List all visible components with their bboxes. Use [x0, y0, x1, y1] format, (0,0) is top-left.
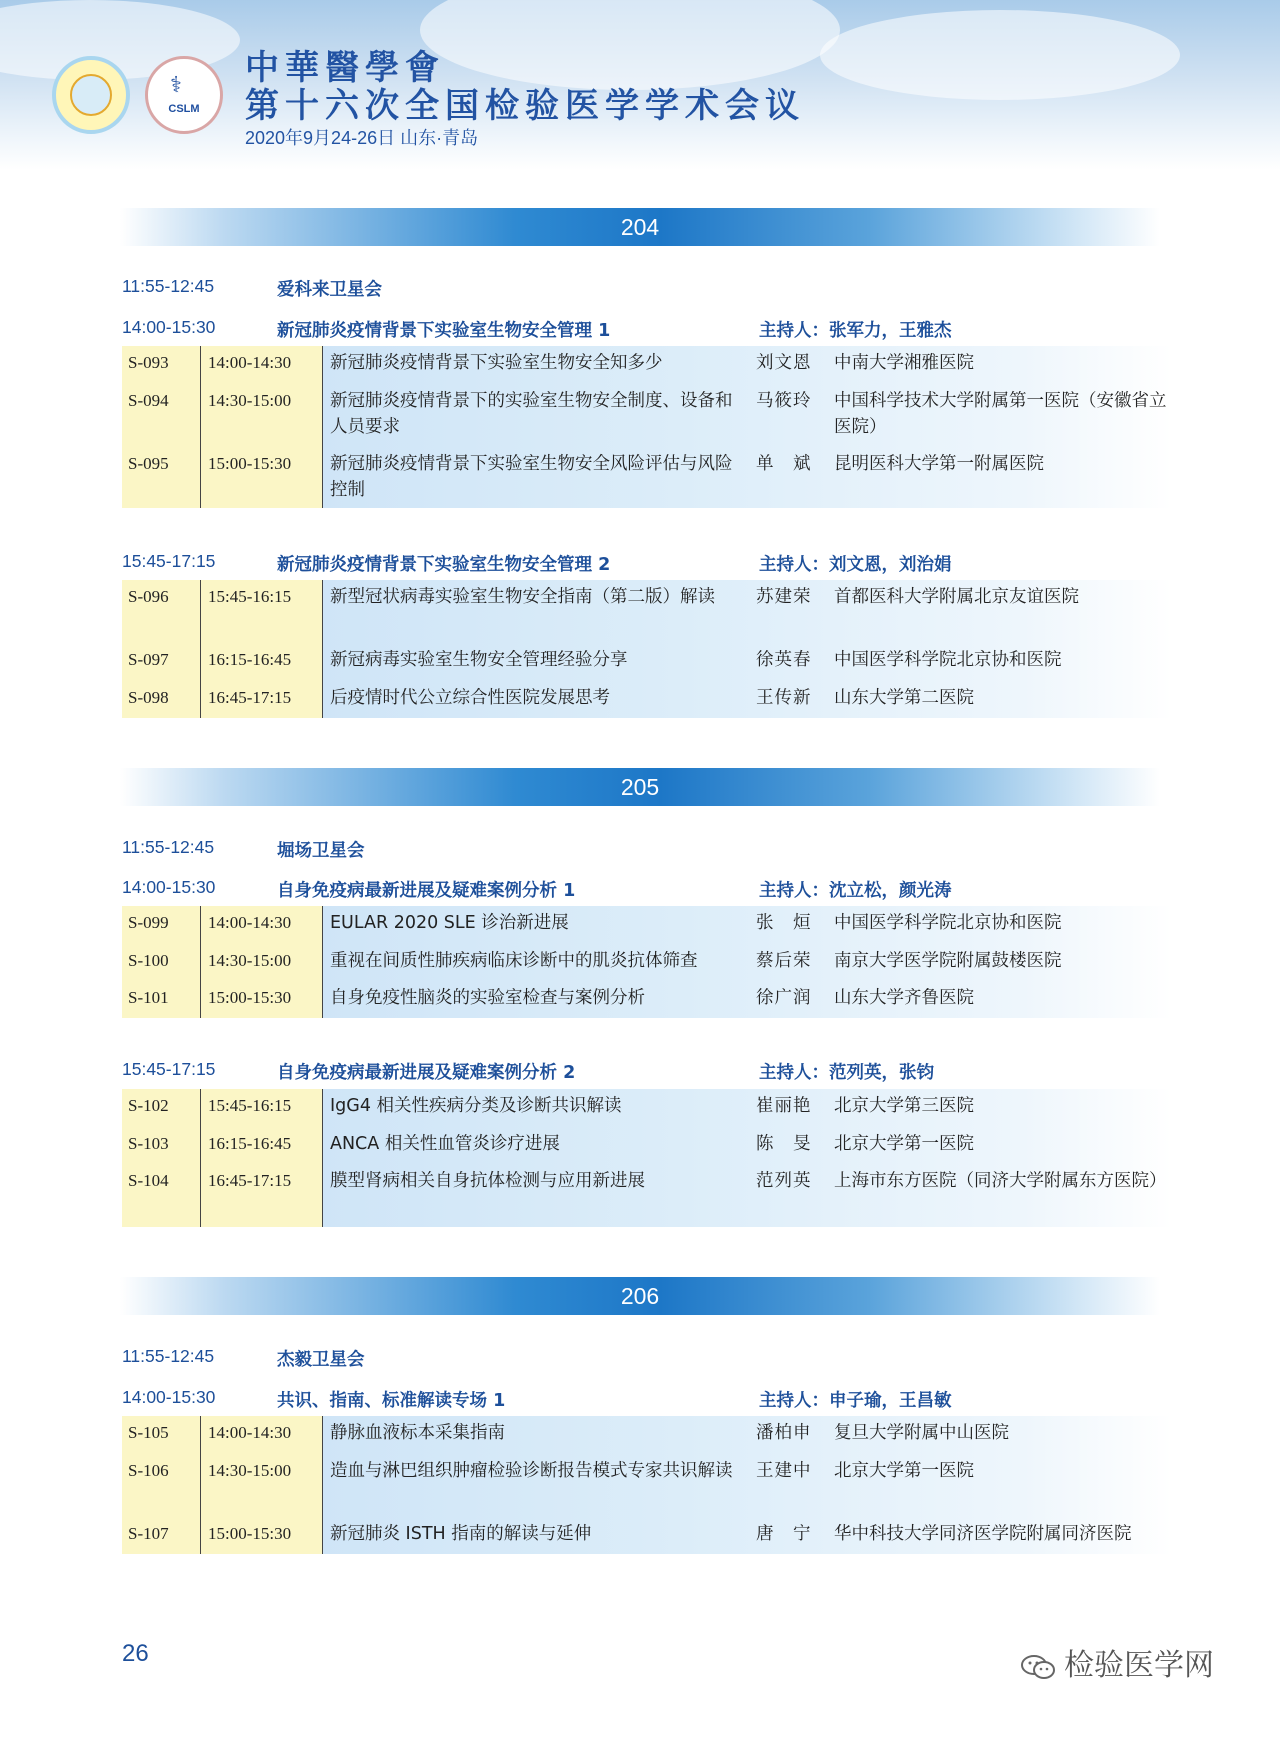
session-header: 15:45-17:15 新冠肺炎疫情背景下实验室生物安全管理 2 主持人：刘文恩，刘治娟: [122, 551, 952, 575]
satellite-row: 11:55-12:45 堀场卫星会: [122, 837, 365, 861]
cslm-logo: ⚕ CSLM: [145, 56, 223, 134]
talk-table: S-096 15:45-16:15 新型冠状病毒实验室生物安全指南（第二版）解读 苏建荣 首都医科大学附属北京友谊医院 S-097 16:15-16:45 新冠病毒实验室生物安全管理经验分享 徐英春 中国医学科学院北京协和医院 S-098 16:45-17:15 后疫情时代公立综合性医院发展思考 王传新 山东大学第二医院: [122, 580, 1172, 718]
cloud-decoration: [820, 10, 1180, 100]
talk-table: S-102 15:45-16:15 IgG4 相关性疾病分类及诊断共识解读 崔丽艳 北京大学第三医院 S-103 16:15-16:45 ANCA 相关性血管炎诊疗进展 陈 旻 北京大学第一医院 S-104 16:45-17:15 膜型肾病相关自身抗体检测与应用新进展 范列英 上海市东方医院（同济大学附属东方医院）: [122, 1089, 1172, 1227]
room-header-204: 204: [120, 208, 1160, 246]
room-header-205: 205: [120, 768, 1160, 806]
cloud-decoration: [420, 0, 840, 90]
conference-title: 第十六次全国检验医学学术会议: [245, 86, 805, 126]
session-header: 14:00-15:30 新冠肺炎疫情背景下实验室生物安全管理 1 主持人：张军力，王雅杰: [122, 317, 952, 341]
satellite-row: 11:55-12:45 爱科来卫星会: [122, 276, 382, 300]
talk-table: S-093 14:00-14:30 新冠肺炎疫情背景下实验室生物安全知多少 刘文恩 中南大学湘雅医院 S-094 14:30-15:00 新冠肺炎疫情背景下的实验室生物安全制度、设备和人员要求 马筱玲 中国科学技术大学附属第一医院（安徽省立医院） S-095 15:00-15:30 新冠肺炎疫情背景下实验室生物安全风险评估与风险控制 单 斌 昆明医科大学第一附属医院: [122, 346, 1172, 508]
room-header-206: 206: [120, 1277, 1160, 1315]
conference-date-place: 2020年9月24-26日 山东·青岛: [245, 128, 479, 148]
session-header: 14:00-15:30 自身免疫病最新进展及疑难案例分析 1 主持人：沈立松，颜光涛: [122, 877, 952, 901]
talk-table: S-099 14:00-14:30 EULAR 2020 SLE 诊治新进展 张 烜 中国医学科学院北京协和医院 S-100 14:30-15:00 重视在间质性肺疾病临床诊断中的肌炎抗体筛查 蔡后荣 南京大学医学院附属鼓楼医院 S-101 15:00-15:30 自身免疫性脑炎的实验室检查与案例分析 徐广润 山东大学齐鲁医院: [122, 906, 1172, 1018]
society-name: 中華醫學會: [245, 48, 445, 88]
satellite-row: 11:55-12:45 杰毅卫星会: [122, 1346, 365, 1370]
watermark-text: 检验医学网: [1064, 1648, 1214, 1683]
session-header: 14:00-15:30 共识、指南、标准解读专场 1 主持人：申子瑜，王昌敏: [122, 1387, 952, 1411]
caduceus-icon: ⚕: [170, 73, 182, 98]
talk-table: S-105 14:00-14:30 静脉血液标本采集指南 潘柏申 复旦大学附属中山医院 S-106 14:30-15:00 造血与淋巴组织肿瘤检验诊断报告模式专家共识解读 王建中 北京大学第一医院 S-107 15:00-15:30 新冠肺炎 ISTH 指南的解读与延伸 唐 宁 华中科技大学同济医学院附属同济医院: [122, 1416, 1172, 1554]
cma-logo: [52, 56, 130, 134]
page-header: [0, 0, 1280, 170]
page-number: 26: [122, 1640, 149, 1667]
wechat-icon: [1020, 1653, 1056, 1681]
session-header: 15:45-17:15 自身免疫病最新进展及疑难案例分析 2 主持人：范列英，张钧: [122, 1059, 934, 1083]
watermark: [1020, 1640, 1214, 1684]
